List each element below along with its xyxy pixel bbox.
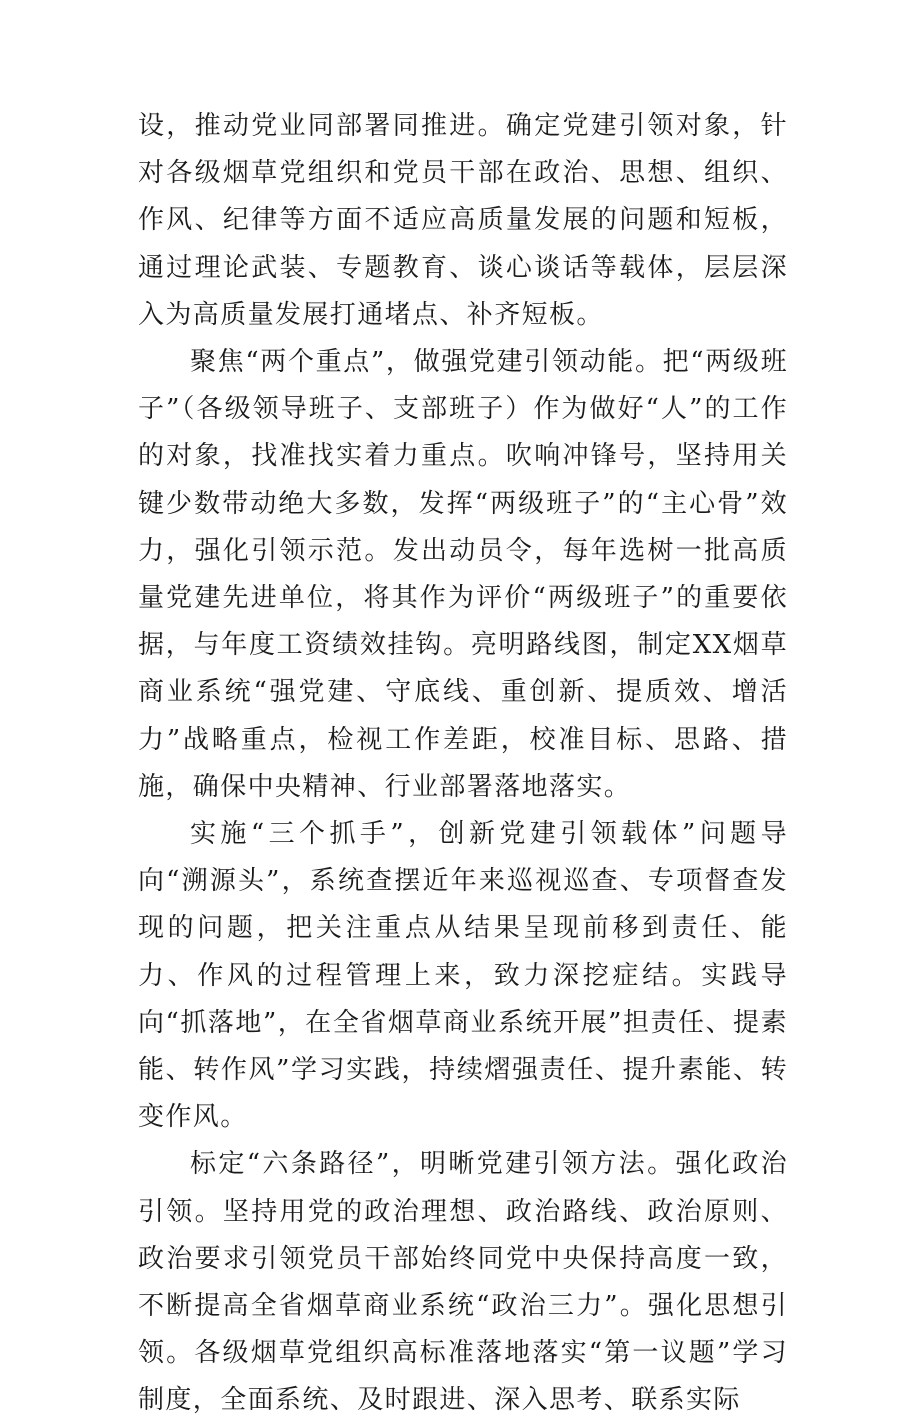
paragraph-six-paths: 标定“六条路径”，明晰党建引领方法。强化政治引领。坚持用党的政治理想、政治路线、政治原则、政治要求引领党员干部始终同党中央保持高度一致，不断提高全省烟草商业系统“政治三力”。强化思想引领。各级烟草党组织高标准落地落实“第一议题”学习制度，全面系统、及时跟进、深入思考、联系实际 [138, 1149, 788, 1416]
paragraph-three-grips: 实施“三个抓手”，创新党建引领载体”问题导向“溯源头”，系统查摆近年来巡视巡查、专项督查发现的问题，把关注重点从结果呈现前移到责任、能力、作风的过程管理上来，致力深挖症结。实践导向“抓落地”，在全省烟草商业系统开展”担责任、提素能、转作风”学习实践，持续熠强责任、提升素能、转变作风。 [138, 819, 788, 1133]
document-body [138, 103, 788, 1425]
paragraph-two-key-points: 聚焦“两个重点”，做强党建引领动能。把“两级班子”（各级领导班子、支部班子）作为做好“人”的工作的对象，找准找实着力重点。吹响冲锋号，坚持用关键少数带动绝大多数，发挥“两级班子”的“主心骨”效力，强化引领示范。发出动员令，每年选树一批高质量党建先进单位，将其作为评价“两级班子”的重要依据，与年度工资绩效挂钩。亮明路线图，制定XX烟草商业系统“强党建、守底线、重创新、提质效、增活力”战略重点，检视工作差距，校准目标、思路、措施，确保中央精神、行业部署落地落实。 [138, 347, 788, 802]
paragraph-continuation: 设，推动党业同部署同推进。确定党建引领对象，针对各级烟草党组织和党员干部在政治、思想、组织、作风、纪律等方面不适应高质量发展的问题和短板，通过理论武装、专题教育、谈心谈话等载体，层层深入为高质量发展打通堵点、补齐短板。 [138, 111, 788, 330]
